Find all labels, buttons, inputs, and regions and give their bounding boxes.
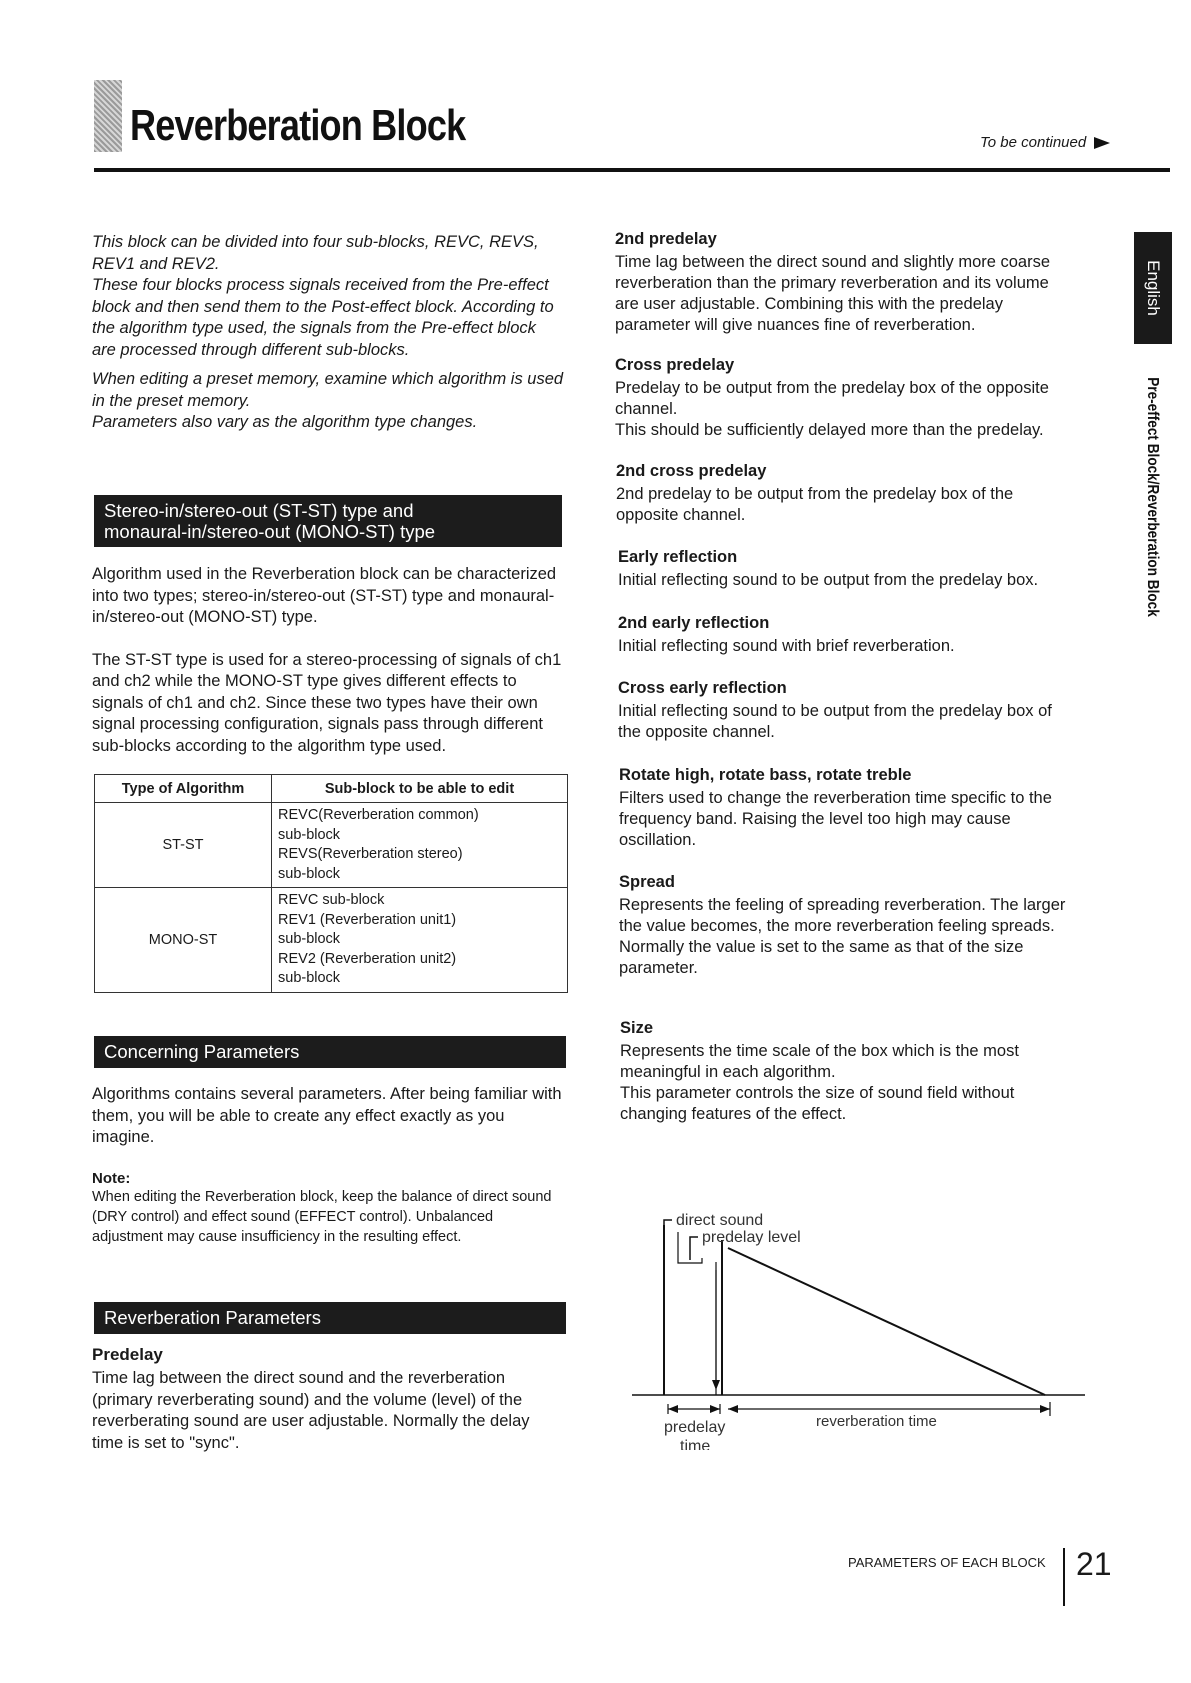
subblock-line: REV2 (Reverberation unit2) [278,950,457,967]
page-number: 21 [1076,1546,1112,1582]
intro-paragraph: When editing a preset memory, examine which algorithm is used in the preset memory. [92,370,564,410]
subblock-line: sub-block [278,826,341,843]
param-body: 2nd predelay to be output from the predelay box of the opposite channel. [616,485,1014,524]
reverberation-time-label: reverberation time [816,1413,937,1430]
predelay-block [92,1345,564,1454]
body-paragraph: Algorithms contains several parameters. After being familiar with them, you will be able to create any effect exactly as you imagine. [92,1085,562,1146]
table-row [95,803,568,888]
param-heading: Rotate high, rotate bass, rotate treble [619,766,912,784]
param-rotate [619,766,1079,851]
param-size [620,1019,1080,1125]
level-arrowhead [712,1380,720,1390]
footer-section-label: PARAMETERS OF EACH BLOCK [848,1555,1046,1570]
intro-paragraph: Parameters also vary as the algorithm type changes. [92,413,478,431]
table-header: Sub-block to be able to edit [272,775,568,803]
direct-sound-bracket [664,1220,672,1228]
table-cell-subblocks [272,888,568,993]
section-heading-params: Concerning Parameters [94,1036,566,1068]
predelay-time-label: predelay [664,1419,726,1436]
subblock-line: REV1 (Reverberation unit1) [278,911,457,928]
param-body: Predelay to be output from the predelay box of the opposite channel. [615,379,1049,418]
note-body: When editing the Reverberation block, keep the balance of direct sound (DRY control) and effect sound (EFFECT control). Unbalanced adjustment may cause insufficiency in the resulting effect. [92,1189,552,1245]
language-tab-label: English [1144,260,1163,316]
table-cell-type: ST-ST [95,803,272,888]
algorithm-table [94,774,568,993]
algorithm-table-wrap [94,774,568,993]
arrow-right-icon [1094,137,1110,149]
predelay-level-label: predelay level [702,1229,801,1246]
types-text [92,564,564,757]
body-paragraph: Algorithm used in the Reverberation block can be characterized into two types; stereo-in/stereo-out (ST-ST) type and monaural-in/stereo-out (MONO-ST) type. [92,565,557,626]
direct-sound-label: direct sound [676,1212,764,1229]
param-heading: Cross predelay [615,356,735,374]
predelay-level-bracket [690,1237,698,1260]
continued-note: To be continued [980,134,1087,151]
param-heading: 2nd predelay [615,230,717,248]
param-2nd-predelay [615,230,1075,336]
title-marker [94,80,122,152]
predelay-time-arrowhead [710,1405,720,1413]
body-paragraph: The ST-ST type is used for a stereo-processing of signals of ch1 and ch2 while the MONO-ST type gives different effects to signals of ch1 and ch2. Since these two types have their own signal processing configuration, signals pass through different sub-blocks according to the algorithm type used. [92,650,562,755]
subblock-line: REVC sub-block [278,892,385,908]
footer-rule [1063,1548,1065,1606]
table-cell-subblocks [272,803,568,888]
param-heading: Cross early reflection [618,679,787,697]
predelay-body: Time lag between the direct sound and the reverberation (primary reverberating sound) and the volume (level) of the reverberating sound are user adjustable. Normally the delay time is set to "sync". [92,1369,530,1452]
param-heading: Size [620,1019,654,1037]
params-text [92,1084,564,1149]
predelay-time-arrowhead [668,1405,678,1413]
predelay-heading: Predelay [92,1345,163,1364]
table-cell-type: MONO-ST [95,888,272,993]
param-body: Initial reflecting sound with brief reverberation. [618,637,955,655]
param-2nd-early-reflection [618,614,1078,657]
note-heading: Note: [92,1170,131,1187]
param-body: Represents the time scale of the box which is the most meaningful in each algorithm. [620,1042,1019,1081]
table-row [95,888,568,993]
section-heading-line: Stereo-in/stereo-out (ST-ST) type and [104,500,414,521]
param-heading: Early reflection [618,548,738,566]
intro-paragraph: This block can be divided into four sub-blocks, REVC, REVS, REV1 and REV2. [92,233,539,273]
param-cross-predelay [615,356,1075,441]
section-heading-rev-params: Reverberation Parameters [94,1302,566,1334]
subblock-line: sub-block [278,970,341,986]
intro-block [92,232,564,434]
param-body: Represents the feeling of spreading reverberation. The larger the value becomes, the more reverberation feeling spreads. [619,896,1066,935]
page-title: Reverberation Block [130,101,466,150]
param-body: Time lag between the direct sound and slightly more coarse reverberation than the primary reverberation and its volume are user adjustable. Combining this with the predelay parameter will give nuances fine of reverberation. [615,253,1051,334]
param-body: Filters used to change the reverberation time specific to the frequency band. Raising the level too high may cause oscillation. [619,789,1052,849]
header-rule [94,168,1170,172]
table-header: Type of Algorithm [95,775,272,803]
reverberation-time-arrowhead [1040,1405,1050,1413]
param-body: Initial reflecting sound to be output from the predelay box of the opposite channel. [618,702,1052,741]
reverberation-time-arrowhead [728,1405,738,1413]
section-side-label: Pre-effect Block/Reverberation Block [1144,377,1161,617]
param-spread [619,873,1079,979]
param-body: Initial reflecting sound to be output from the predelay box. [618,571,1039,589]
param-cross-early-reflection [618,679,1078,743]
param-2nd-cross-predelay [616,462,1076,526]
param-body: This should be sufficiently delayed more than the predelay. [615,421,1044,439]
subblock-line: sub-block [278,865,341,882]
decay-slope [728,1248,1045,1395]
section-heading-types [94,495,562,547]
reverberation-diagram [620,1190,1090,1450]
note-block [92,1170,552,1247]
param-heading: Spread [619,873,675,891]
subblock-line: REVC(Reverberation common) [278,807,479,823]
param-heading: 2nd cross predelay [616,462,767,480]
predelay-time-label: time [680,1438,711,1450]
param-early-reflection [618,548,1078,591]
section-heading-line: monaural-in/stereo-out (MONO-ST) type [104,521,436,542]
param-heading: 2nd early reflection [618,614,770,632]
subblock-line: REVS(Reverberation stereo) [278,846,463,862]
param-body: Normally the value is set to the same as that of the size parameter. [619,938,1024,977]
param-body: This parameter controls the size of sound field without changing features of the effect. [620,1084,1015,1123]
table-header-row [95,775,568,803]
subblock-line: sub-block [278,931,341,947]
intro-paragraph: These four blocks process signals received from the Pre-effect block and then send them to the Post-effect block. According to the algorithm type used, the signals from the Pre-effect block are processed through different sub-blocks. [92,276,554,359]
